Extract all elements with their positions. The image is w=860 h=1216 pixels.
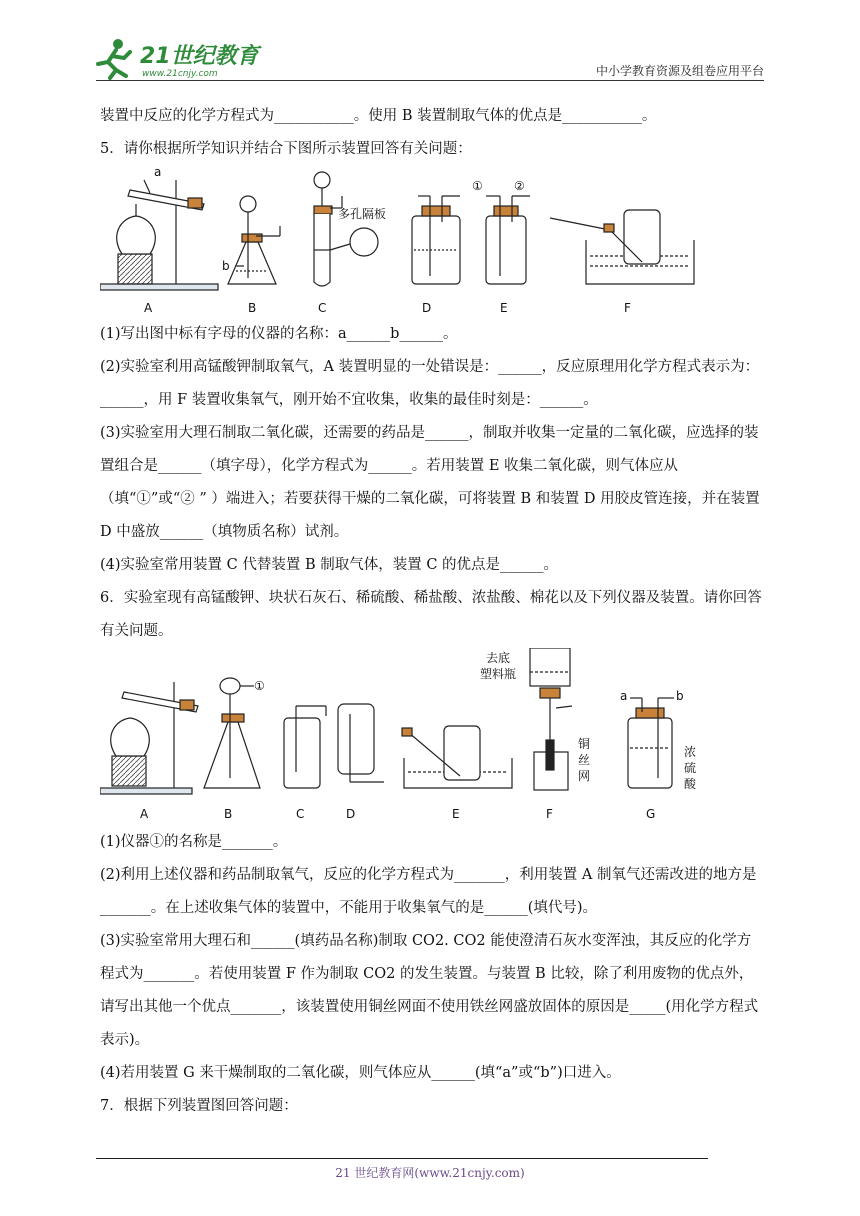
logo-text: 21世纪教育 — [140, 44, 259, 69]
platform-name: 中小学教育资源及组卷应用平台 — [595, 64, 764, 78]
label-mesh-2: 丝 — [578, 753, 591, 767]
apparatus-6d — [338, 704, 384, 782]
apparatus-f — [550, 210, 694, 284]
apparatus-6e — [402, 726, 512, 788]
question-5-3: (3)实验室用大理石制取二氧化碳，还需要的药品是______，制取并收集一定量的二氧化碳，应选择的装置组合是______（填字母），化学方程式为______。若用装置 E 收集二氧化碳，则气体应从（填“①”或“② ” ）端进入；若要获得干燥的二氧化碳，可将装置 B 和装置 D 用胶皮管连接，并在装置 D 中盛放______（填物质名称）试剂。 — [100, 425, 760, 540]
page-header — [96, 34, 764, 84]
label-a-annot: a — [154, 166, 162, 179]
fig2-label-d: D — [346, 807, 356, 821]
question-6-4: (4)若用装置 G 来干燥制取的二氧化碳，则气体应从______(填“a”或“b”)口进入。 — [100, 1065, 621, 1081]
question-5-intro: 5．请你根据所学知识并结合下图所示装置回答有关问题： — [100, 141, 472, 157]
label-port-a: a — [620, 689, 628, 703]
apparatus-6c — [284, 706, 326, 788]
question-6-2: (2)利用上述仪器和药品制取氧气，反应的化学方程式为_______，利用装置 A 制氧气还需改进的地方是_______。在上述收集气体的装置中，不能用于收集氧气的是______(填代号)。 — [100, 867, 757, 916]
label-funnel-1: ① — [254, 679, 265, 693]
apparatus-e — [486, 196, 530, 284]
figure-6-svg — [100, 648, 764, 826]
footer-divider — [96, 1158, 708, 1159]
site-logo — [96, 36, 266, 80]
label-b-annot: b — [222, 259, 230, 273]
label-acid-1: 浓 — [684, 745, 697, 759]
label-bottle-top: 去底 — [486, 651, 511, 665]
question-5-4: (4)实验室常用装置 C 代替装置 B 制取气体，装置 C 的优点是______。 — [100, 557, 559, 573]
label-bottle-bottom: 塑料瓶 — [480, 667, 517, 681]
fig2-label-b: B — [224, 807, 233, 821]
fig1-label-b: B — [248, 301, 257, 315]
apparatus-d — [412, 196, 460, 284]
fig1-label-d: D — [422, 301, 432, 315]
label-acid-2: 硫 — [684, 761, 697, 775]
fig2-label-c: C — [296, 807, 305, 821]
fig2-label-g: G — [646, 807, 656, 821]
label-port-b: b — [676, 689, 684, 703]
apparatus-6a — [100, 682, 198, 794]
label-acid-3: 酸 — [684, 777, 697, 791]
figure-6-apparatus — [100, 648, 764, 826]
fig1-label-f: F — [624, 301, 631, 315]
apparatus-b — [228, 196, 280, 284]
question-5-2: (2)实验室利用高锰酸钾制取氧气，A 装置明显的一处错误是：______，反应原理用化学方程式表示为：______，用 F 装置收集氧气，刚开始不宜收集，收集的最佳时刻是：______。 — [100, 359, 760, 408]
label-port-2: ② — [514, 179, 525, 193]
question-5-1: (1)写出图中标有字母的仪器的名称：a______b______。 — [100, 326, 458, 342]
question-6-intro: 6．实验室现有高锰酸钾、块状石灰石、稀硫酸、稀盐酸、浓盐酸、棉花以及下列仪器及装置。请你回答有关问题。 — [100, 590, 762, 639]
apparatus-6b — [204, 678, 260, 788]
label-porous-plate: 多孔隔板 — [338, 207, 387, 221]
apparatus-6g — [628, 698, 674, 788]
label-port-1: ① — [472, 179, 483, 193]
question-7-intro: 7．根据下列装置图回答问题： — [100, 1098, 298, 1114]
paragraph: 装置中反应的化学方程式为___________。使用 B 装置制取气体的优点是___________。 — [100, 108, 657, 124]
logo-url: www.21cnjy.com — [142, 69, 218, 79]
fig1-label-e: E — [500, 301, 508, 315]
fig2-label-f: F — [546, 807, 553, 821]
question-6-3: (3)实验室常用大理石和______(填药品名称)制取 CO2. CO2 能使澄清石灰水变浑浊，其反应的化学方程式为_______。若使用装置 F 作为制取 CO2 的发生装置。与装置 B 比较，除了利用废物的优点外，请写出其他一个优点_______，该装置使用铜丝网面不使用铁丝网盛放固体的原因是_____(用化学方程式表示)。 — [100, 933, 759, 1048]
figure-5-svg — [100, 166, 764, 318]
header-divider — [96, 80, 764, 81]
runner-icon — [98, 39, 130, 78]
fig1-label-a: A — [144, 301, 153, 315]
fig2-label-a: A — [140, 807, 149, 821]
apparatus-6f — [530, 648, 572, 790]
footer-text: 21 世纪教育网(www.21cnjy.com) — [335, 1166, 525, 1180]
page-content — [100, 100, 764, 1123]
fig2-label-e: E — [452, 807, 460, 821]
label-mesh-1: 铜 — [578, 737, 591, 751]
apparatus-a — [100, 180, 218, 290]
figure-5-apparatus — [100, 166, 764, 318]
apparatus-c — [314, 172, 378, 286]
label-mesh-3: 网 — [578, 769, 591, 783]
question-6-1: (1)仪器①的名称是_______。 — [100, 834, 288, 850]
fig1-label-c: C — [318, 301, 327, 315]
